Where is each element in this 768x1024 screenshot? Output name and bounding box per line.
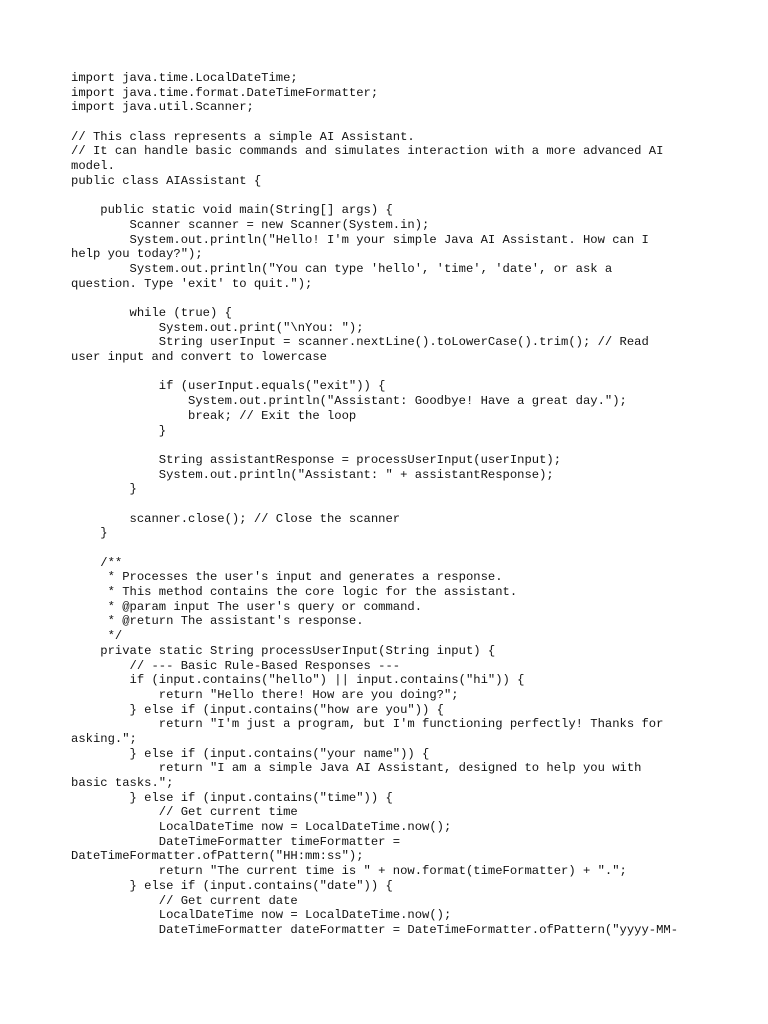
code-line: basic tasks."; [71,776,174,790]
code-line: public class AIAssistant { [71,173,262,188]
code-line: } else if (input.contains("your name")) { [71,746,430,761]
code-line: import java.util.Scanner; [71,100,254,115]
code-line: String userInput = scanner.nextLine().toLowerCase().trim(); // Read [71,335,649,350]
code-line: // Get current date [71,893,298,908]
code-line [71,438,711,453]
code-listing [71,71,711,938]
code-line: LocalDateTime now = LocalDateTime.now(); [71,908,452,923]
code-line [71,189,711,204]
code-line: return "The current time is " + now.format(timeFormatter) + "."; [71,864,627,879]
code-line: private static String processUserInput(String input) { [71,643,496,658]
code-line: help you today?"); [71,247,203,262]
code-line: */ [71,629,123,644]
code-line: model. [71,159,115,174]
code-line: } [71,482,137,497]
code-line: question. Type 'exit' to quit."); [71,276,313,291]
code-line: user input and convert to lowercase [71,350,327,365]
code-line: } else if (input.contains("date")) { [71,878,393,893]
code-line: * This method contains the core logic for the assistant. [71,585,518,600]
code-line: return "I am a simple Java AI Assistant, designed to help you with [71,761,642,776]
code-line: } else if (input.contains("time")) { [71,790,393,805]
code-line: * @return The assistant's response. [71,614,364,629]
code-line: if (input.contains("hello") || input.contains("hi")) { [71,673,525,688]
code-line: while (true) { [71,306,232,320]
code-line [71,291,711,306]
code-line: } [71,526,108,541]
code-line: DateTimeFormatter.ofPattern("HH:mm:ss"); [71,849,364,864]
code-line: System.out.println("Assistant: Goodbye! Have a great day."); [71,394,627,409]
code-line: scanner.close(); // Close the scanner [71,511,401,526]
code-line: * @param input The user's query or command. [71,599,423,614]
code-line: System.out.print("\nYou: "); [71,320,364,335]
code-line: public static void main(String[] args) { [71,203,393,218]
code-line: } else if (input.contains("how are you")) { [71,702,444,717]
code-line: // It can handle basic commands and simulates interaction with a more advanced AI [71,144,664,159]
code-line: System.out.println("Hello! I'm your simple Java AI Assistant. How can I [71,232,649,247]
code-line: return "Hello there! How are you doing?"; [71,687,459,702]
code-line [71,497,711,512]
code-line: import java.time.LocalDateTime; [71,71,298,85]
code-line: DateTimeFormatter dateFormatter = DateTimeFormatter.ofPattern("yyyy-MM- [71,922,679,937]
code-line [71,541,711,556]
code-line: break; // Exit the loop [71,408,357,423]
code-line: if (userInput.equals("exit")) { [71,379,386,394]
code-line: DateTimeFormatter timeFormatter = [71,834,401,849]
code-line [71,365,711,380]
code-line: return "I'm just a program, but I'm functioning perfectly! Thanks for [71,717,664,732]
code-line: } [71,423,167,438]
code-line: // Get current time [71,805,298,820]
code-line: import java.time.format.DateTimeFormatter; [71,85,379,100]
code-line: Scanner scanner = new Scanner(System.in); [71,217,430,232]
code-line: LocalDateTime now = LocalDateTime.now(); [71,820,452,835]
code-line: // This class represents a simple AI Assistant. [71,129,415,144]
code-line: System.out.println("Assistant: " + assistantResponse); [71,467,554,482]
code-line [71,115,711,130]
code-line: * Processes the user's input and generates a response. [71,570,503,585]
code-line: System.out.println("You can type 'hello', 'time', 'date', or ask a [71,261,613,276]
code-line: /** [71,555,123,570]
code-line: String assistantResponse = processUserInput(userInput); [71,452,562,467]
code-line: // --- Basic Rule-Based Responses --- [71,658,401,673]
code-line: asking."; [71,731,137,746]
